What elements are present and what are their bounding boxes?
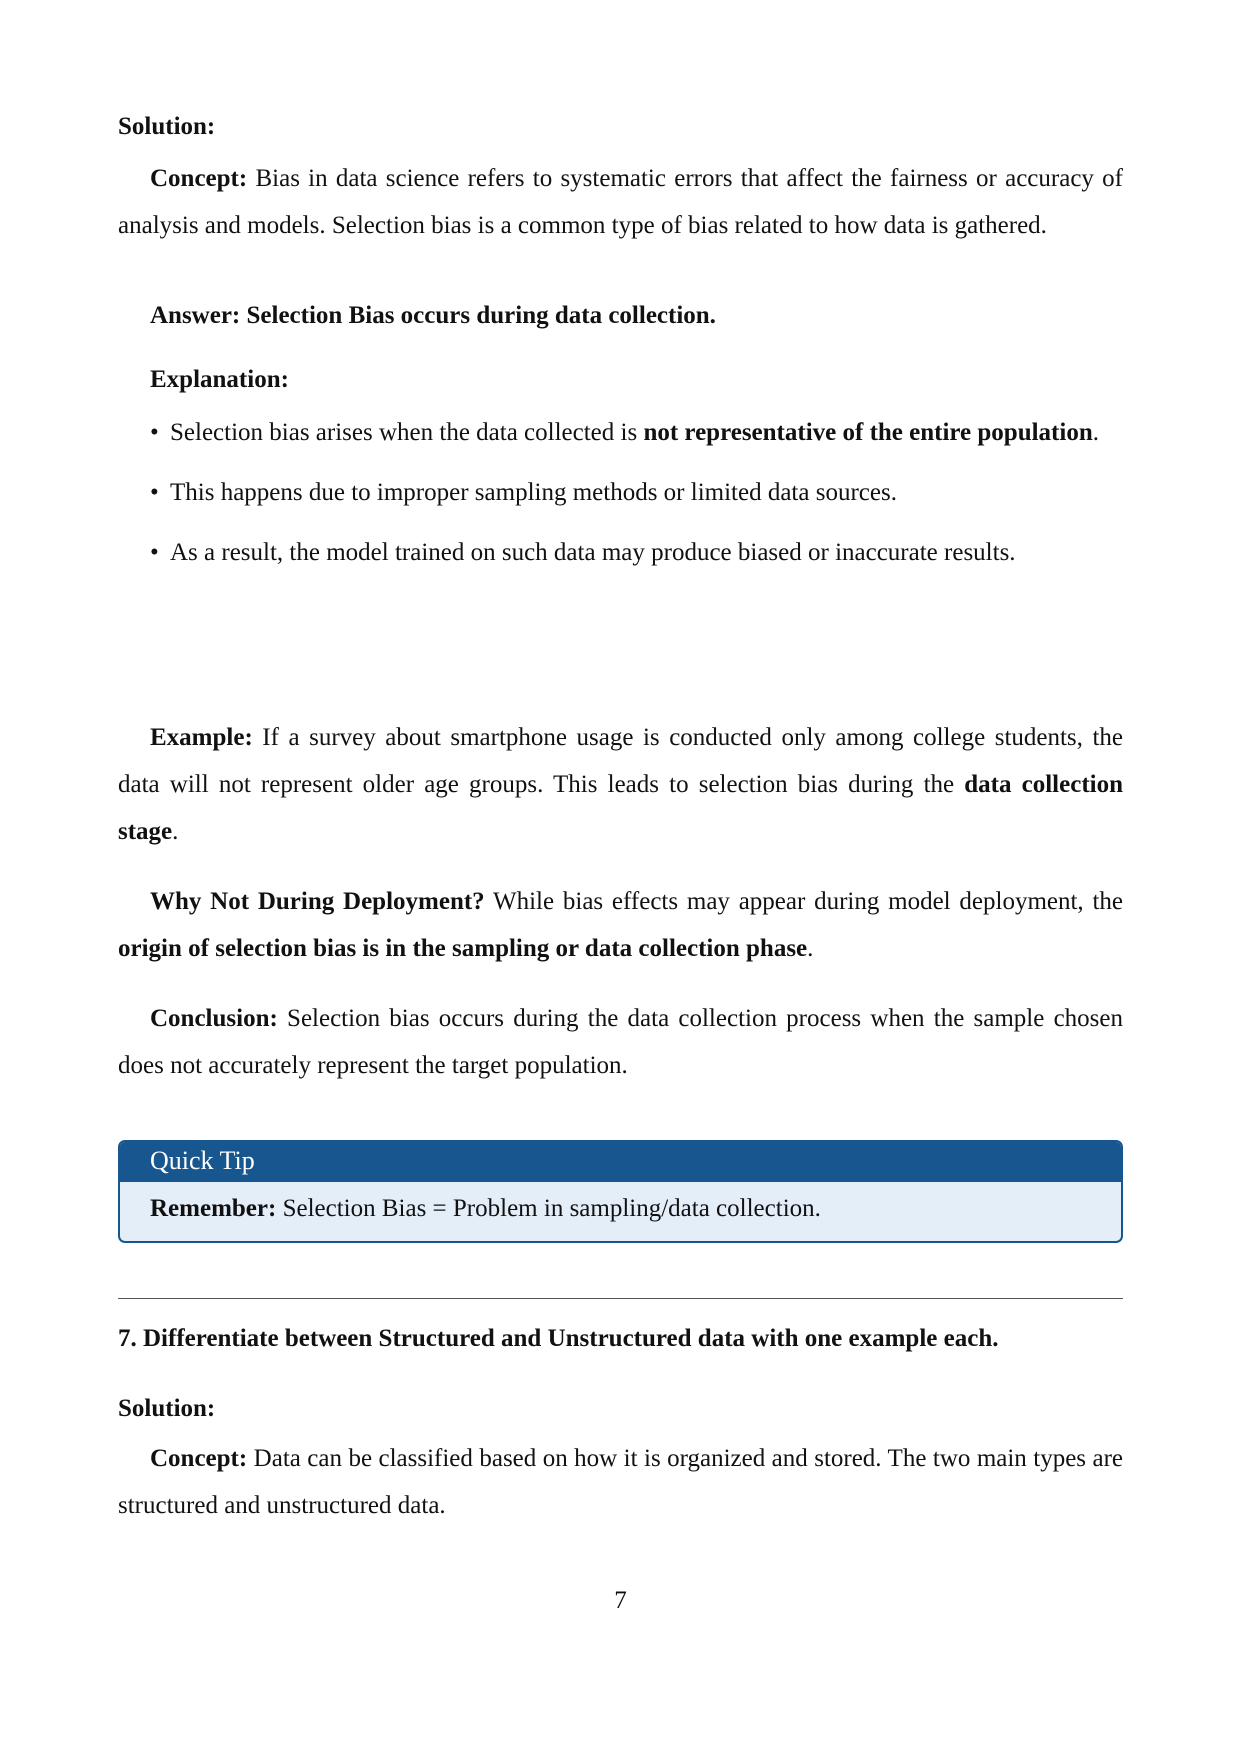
list-item: • This happens due to improper sampling methods or limited data sources. bbox=[118, 470, 1123, 516]
concept-text: Bias in data science refers to systematic errors that affect the fairness or accuracy of analysis and models. Selection bias is a common type of bias related to how data is gathered. bbox=[118, 165, 1123, 239]
bullet-icon: • bbox=[150, 419, 159, 446]
quick-tip-label: Remember: bbox=[150, 1195, 277, 1222]
quick-tip-box bbox=[118, 1140, 1123, 1243]
example-paragraph: Example: If a survey about smartphone usage is conducted only among college students, the data will not represent older age groups. This leads to selection bias during the data collection stage. bbox=[118, 724, 1123, 845]
explanation-heading: Explanation: bbox=[150, 366, 289, 393]
why-not-label: Why Not During Deployment? bbox=[150, 888, 485, 915]
example-label: Example: bbox=[150, 724, 253, 751]
answer-line: Answer: Selection Bias occurs during data collection. bbox=[150, 302, 716, 329]
document-page bbox=[118, 0, 1123, 1754]
page-number: 7 bbox=[614, 1587, 627, 1614]
quick-tip-body: Remember: Selection Bias = Problem in sampling/data collection. bbox=[150, 1195, 821, 1222]
concept-paragraph bbox=[118, 155, 1123, 249]
concept-label-2: Concept: bbox=[150, 1445, 248, 1472]
concept-label: Concept: bbox=[150, 165, 248, 192]
section-divider bbox=[118, 1298, 1123, 1299]
solution-heading: Solution: bbox=[118, 113, 216, 140]
bullet-icon: • bbox=[150, 539, 159, 566]
solution-heading-2: Solution: bbox=[118, 1395, 216, 1422]
list-item: • As a result, the model trained on such data may produce biased or inaccurate results. bbox=[118, 530, 1123, 576]
quick-tip-title: Quick Tip bbox=[120, 1142, 1121, 1182]
question-heading: 7. Differentiate between Structured and Unstructured data with one example each. bbox=[118, 1325, 999, 1352]
why-not-paragraph: Why Not During Deployment? While bias effects may appear during model deployment, the origin of selection bias is in the sampling or data collection phase. bbox=[118, 888, 1123, 962]
conclusion-paragraph: Conclusion: Selection bias occurs during the data collection process when the sample chosen does not accurately represent the target population. bbox=[118, 1005, 1123, 1079]
explanation-list bbox=[118, 410, 1123, 576]
bullet-icon: • bbox=[150, 479, 159, 506]
conclusion-label: Conclusion: bbox=[150, 1005, 278, 1032]
list-item: • Selection bias arises when the data collected is not representative of the entire population. bbox=[118, 410, 1123, 456]
concept-paragraph-2: Concept: Data can be classified based on how it is organized and stored. The two main types are structured and unstructured data. bbox=[118, 1445, 1123, 1519]
